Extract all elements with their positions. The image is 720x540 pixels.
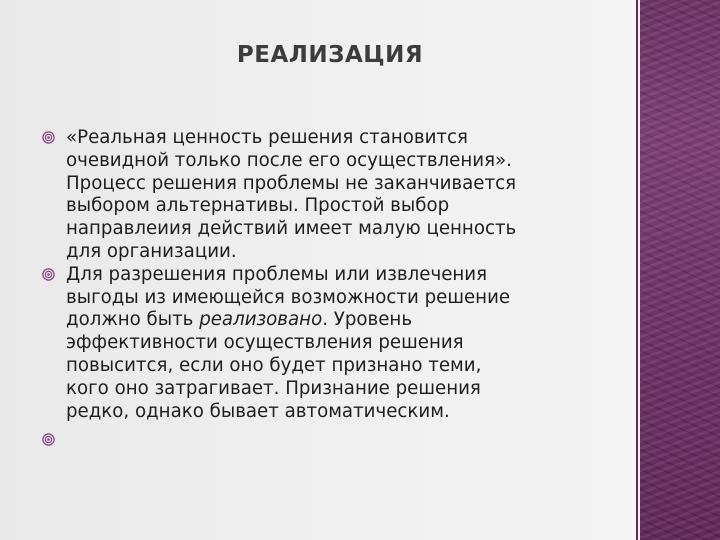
bullet-line: выгоды из имеющейся возможности решение bbox=[66, 286, 511, 308]
target-bullet-icon bbox=[42, 433, 55, 446]
bullet-line bbox=[66, 309, 602, 332]
bullet-line: очевидной только после его осуществления». bbox=[66, 149, 512, 171]
slide-title: РЕАЛИЗАЦИЯ bbox=[236, 42, 424, 68]
target-bullet-icon bbox=[42, 131, 55, 144]
bullet-line: выбором альтернативы. Простой выбор bbox=[66, 195, 450, 217]
bullet-item-1 bbox=[42, 127, 602, 264]
bullet-line: редко, однако бывает автоматическим. bbox=[66, 400, 450, 422]
emphasis-realized: реализовано bbox=[199, 309, 323, 331]
bullet-line: Процесс решения проблемы не заканчивается bbox=[66, 172, 517, 194]
bullet-line: Для разрешения проблемы или извлечения bbox=[66, 263, 488, 285]
bullet-line: повысится, если оно будет признано теми, bbox=[66, 354, 482, 376]
bullet-item-3 bbox=[42, 429, 602, 452]
bullet-item-2 bbox=[42, 264, 602, 424]
bullet-line: для организации. bbox=[66, 240, 237, 262]
accent-divider bbox=[636, 0, 638, 540]
bullet-line: кого оно затрагивает. Признание решения bbox=[66, 377, 481, 399]
bullet-line: «Реальная ценность решения становится bbox=[66, 127, 468, 148]
bullet-line: направлеиия действий имеет малую ценность bbox=[66, 218, 517, 240]
decorative-side-band bbox=[640, 0, 720, 540]
line-start: должно быть bbox=[66, 309, 200, 331]
line-end: . Уровень bbox=[322, 309, 413, 331]
target-bullet-icon bbox=[42, 268, 55, 281]
bullet-list bbox=[42, 127, 602, 452]
bullet-line: эффективности осуществления решения bbox=[66, 332, 464, 354]
